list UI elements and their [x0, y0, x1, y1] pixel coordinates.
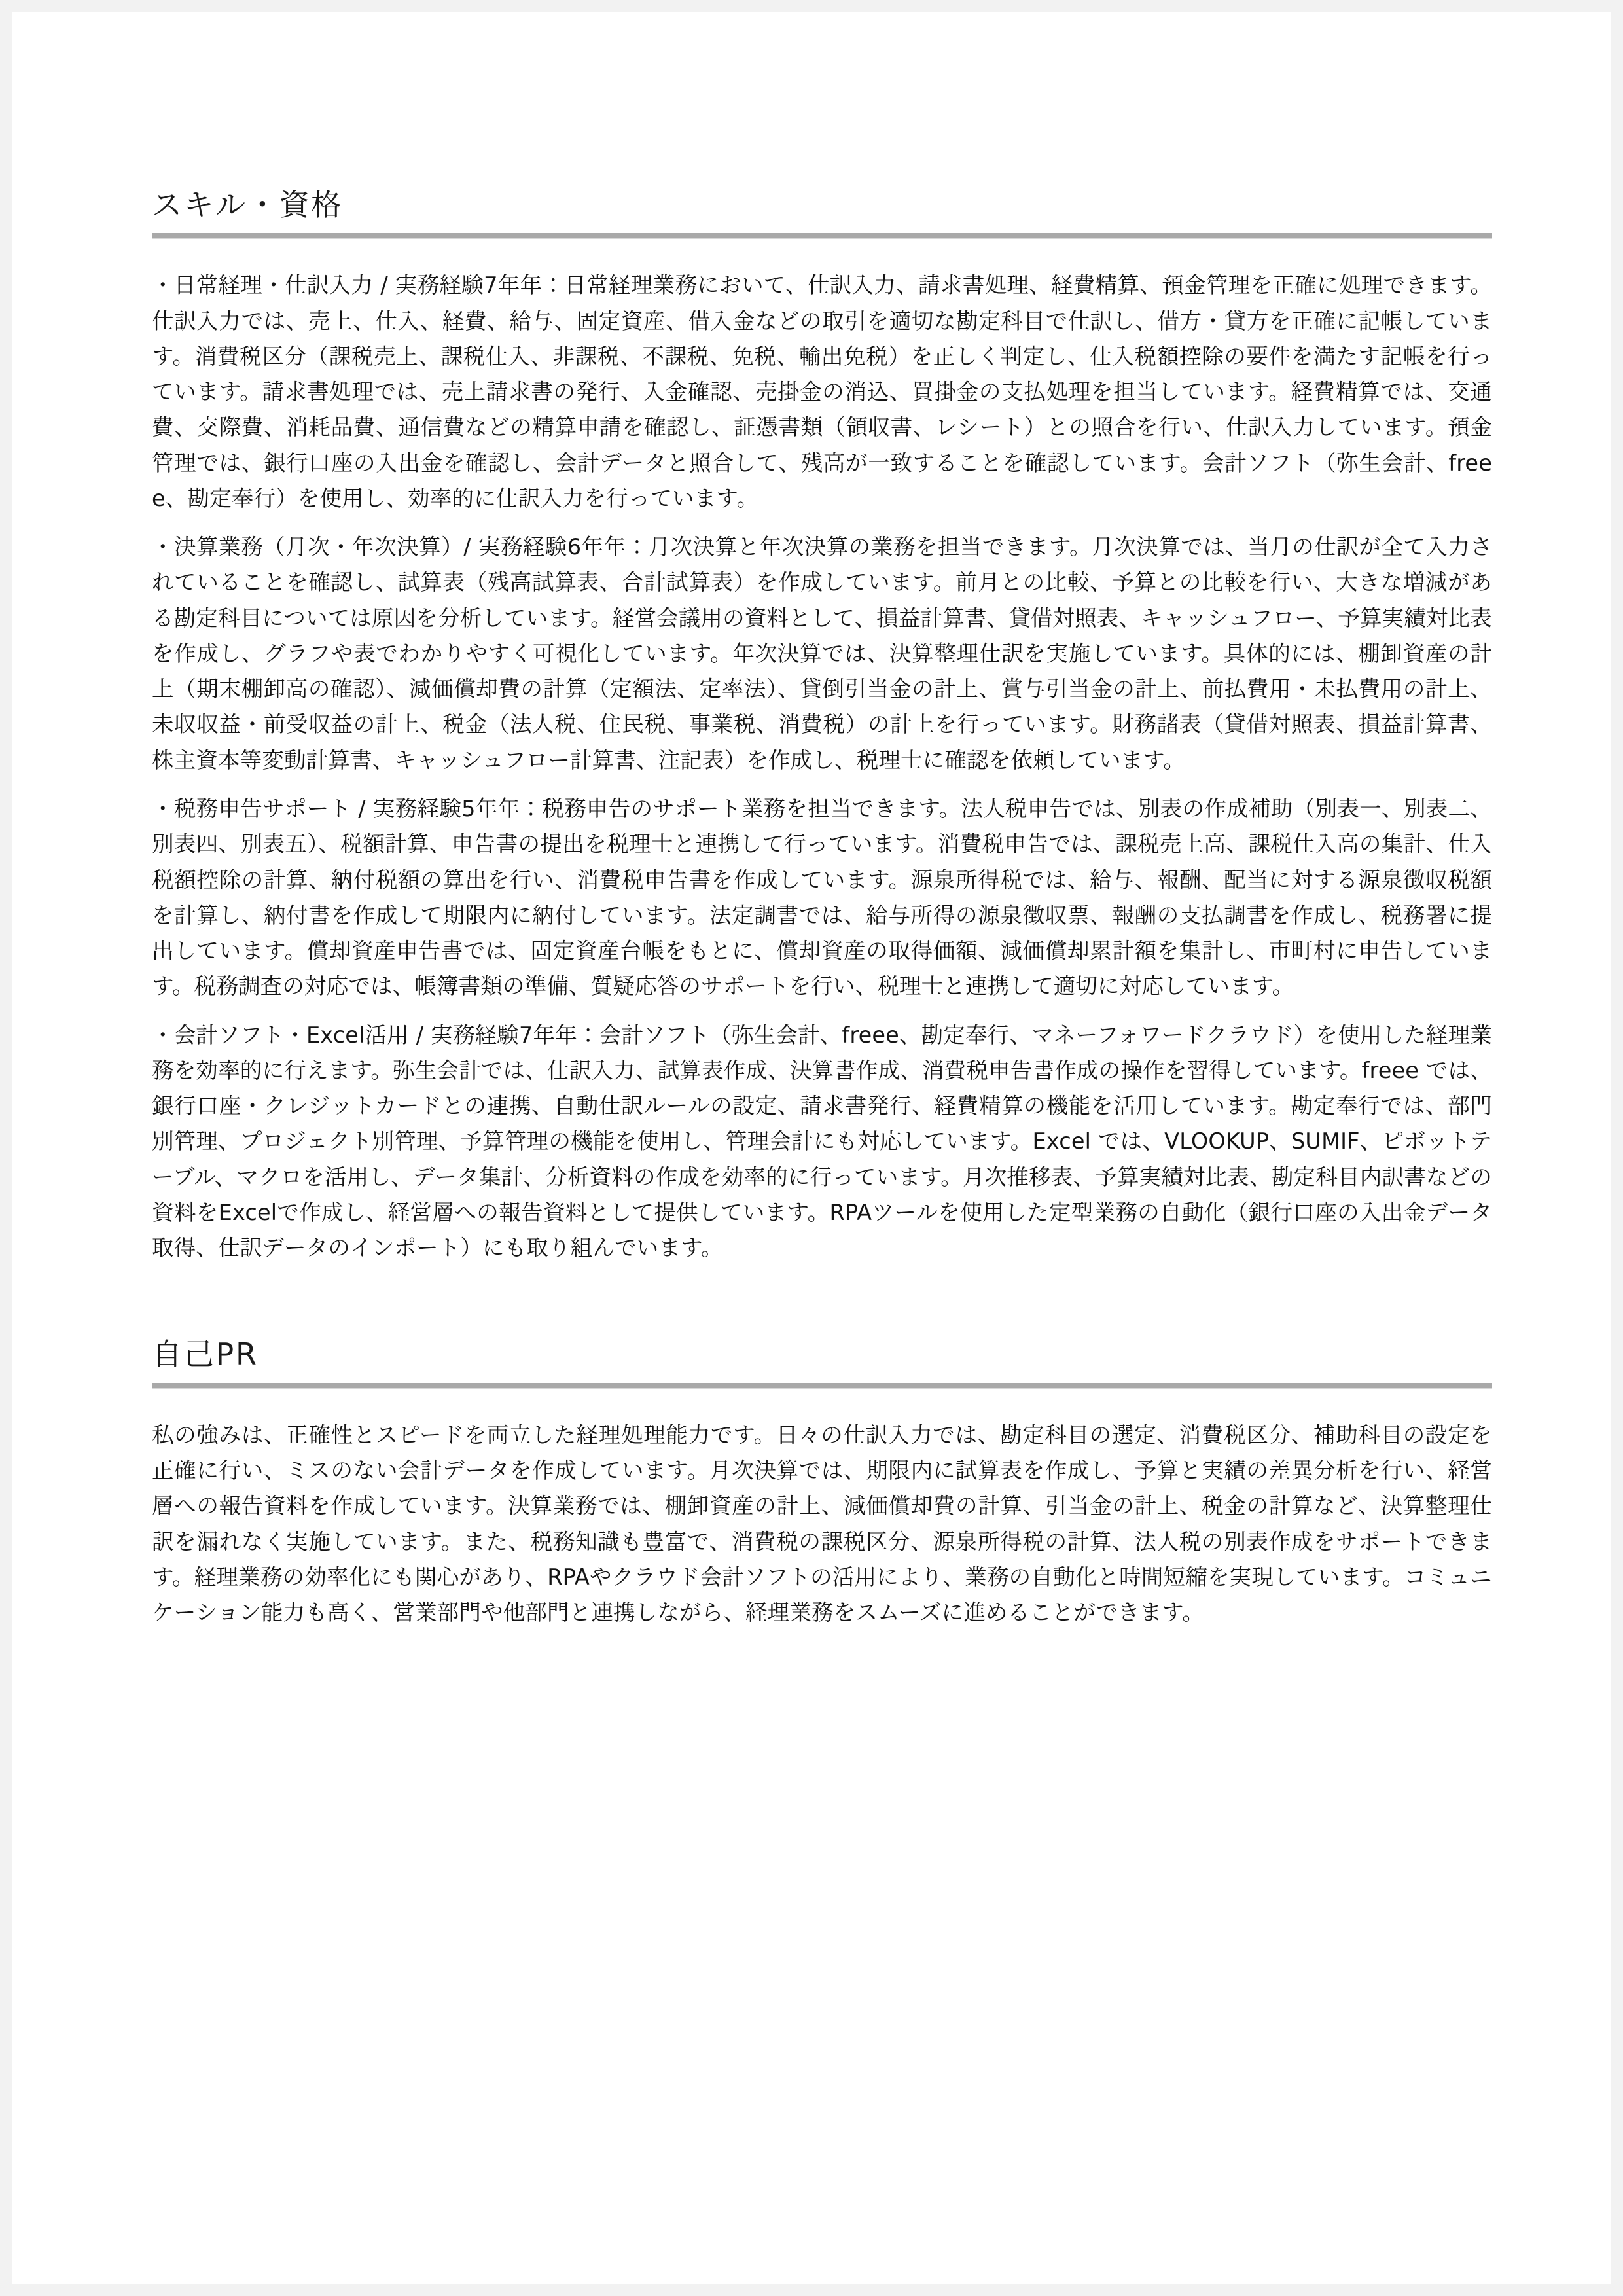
page-edge-left: [0, 0, 12, 2296]
self-pr-paragraph: 私の強みは、正確性とスピードを両立した経理処理能力です。日々の仕訳入力では、勘定科目の選定、消費税区分、補助科目の設定を正確に行い、ミスのない会計データを作成しています。月次決算では、期限内に試算表を作成し、予算と実績の差異分析を行い、経営層への報告資料を作成しています。決算業務では、棚卸資産の計上、減価償却費の計算、引当金の計上、税金の計算など、決算整理仕訳を漏れなく実施しています。また、税務知識も豊富で、消費税の課税区分、源泉所得税の計算、法人税の別表作成をサポートできます。経理業務の効率化にも関心があり、RPAやクラウド会計ソフトの活用により、業務の自動化と時間短縮を実現しています。コミュニケーション能力も高く、営業部門や他部門と連携しながら、経理業務をスムーズに進めることができます。: [152, 1422, 1492, 1626]
skills-paragraph-closing-work: ・決算業務（月次・年次決算）/ 実務経験6年年：月次決算と年次決算の業務を担当できます。月次決算では、当月の仕訳が全て入力されていることを確認し、試算表（残高試算表、合計試算表）を作成しています。前月との比較、予算との比較を行い、大きな増減がある勘定科目については原因を分析しています。経営会議用の資料として、損益計算書、貸借対照表、キャッシュフロー、予算実績対比表を作成し、グラフや表でわかりやすく可視化しています。年次決算では、決算整理仕訳を実施しています。具体的には、棚卸資産の計上（期末棚卸高の確認）、減価償却費の計算（定額法、定率法）、貸倒引当金の計上、賞与引当金の計上、前払費用・未払費用の計上、未収収益・前受収益の計上、税金（法人税、住民税、事業税、消費税）の計上を行っています。財務諸表（貸借対照表、損益計算書、株主資本等変動計算書、キャッシュフロー計算書、注記表）を作成し、税理士に確認を依頼しています。: [152, 534, 1492, 773]
section-heading-self-pr: 自己PR: [152, 1336, 259, 1372]
page-edge-right: [1611, 0, 1623, 2296]
skills-paragraph-software-excel: ・会計ソフト・Excel活用 / 実務経験7年年：会計ソフト（弥生会計、freee、勘定奉行、マネーフォワードクラウド）を使用した経理業務を効率的に行えます。弥生会計では、仕訳入力、試算表作成、決算書作成、消費税申告書作成の操作を習得しています。freee では、銀行口座・クレジットカードとの連携、自動仕訳ルールの設定、請求書発行、経費精算の機能を活用しています。勘定奉行では、部門別管理、プロジェクト別管理、予算管理の機能を使用し、管理会計にも対応しています。Excel では、VLOOKUP、SUMIF、ピボットテーブル、マクロを活用し、データ集計、分析資料の作成を効率的に行っています。月次推移表、予算実績対比表、勘定科目内訳書などの資料をExcelで作成し、経営層への報告資料として提供しています。RPAツールを使用した定型業務の自動化（銀行口座の入出金データ取得、仕訳データのインポート）にも取り組んでいます。: [152, 1022, 1492, 1261]
section-skills: [152, 187, 1492, 1266]
section-self-pr: [152, 1336, 1492, 1630]
section-divider-skills: [152, 233, 1492, 239]
section-heading-skills: スキル・資格: [152, 187, 344, 223]
skills-paragraph-daily-accounting: ・日常経理・仕訳入力 / 実務経験7年年：日常経理業務において、仕訳入力、請求書処理、経費精算、預金管理を正確に処理できます。仕訳入力では、売上、仕入、経費、給与、固定資産、借入金などの取引を適切な勘定科目で仕訳し、借方・貸方を正確に記帳しています。消費税区分（課税売上、課税仕入、非課税、不課税、免税、輸出免税）を正しく判定し、仕入税額控除の要件を満たす記帳を行っています。請求書処理では、売上請求書の発行、入金確認、売掛金の消込、買掛金の支払処理を担当しています。経費精算では、交通費、交際費、消耗品費、通信費などの精算申請を確認し、証憑書類（領収書、レシート）との照合を行い、仕訳入力しています。預金管理では、銀行口座の入出金を確認し、会計データと照合して、残高が一致することを確認しています。会計ソフト（弥生会計、freee、勘定奉行）を使用し、効率的に仕訳入力を行っています。: [152, 272, 1492, 511]
section-divider-self-pr: [152, 1383, 1492, 1389]
page-edge-bottom: [0, 2284, 1623, 2296]
skills-paragraph-tax-filing-support: ・税務申告サポート / 実務経験5年年：税務申告のサポート業務を担当できます。法人税申告では、別表の作成補助（別表一、別表二、別表四、別表五）、税額計算、申告書の提出を税理士と連携して行っています。消費税申告では、課税売上高、課税仕入高の集計、仕入税額控除の計算、納付税額の算出を行い、消費税申告書を作成しています。源泉所得税では、給与、報酬、配当に対する源泉徴収税額を計算し、納付書を作成して期限内に納付しています。法定調書では、給与所得の源泉徴収票、報酬の支払調書を作成し、税務署に提出しています。償却資産申告書では、固定資産台帳をもとに、償却資産の取得価額、減価償却累計額を集計し、市町村に申告しています。税務調査の対応では、帳簿書類の準備、質疑応答のサポートを行い、税理士と連携して適切に対応しています。: [152, 795, 1492, 999]
document-content: [152, 187, 1492, 1630]
page-edge-top: [0, 0, 1623, 12]
